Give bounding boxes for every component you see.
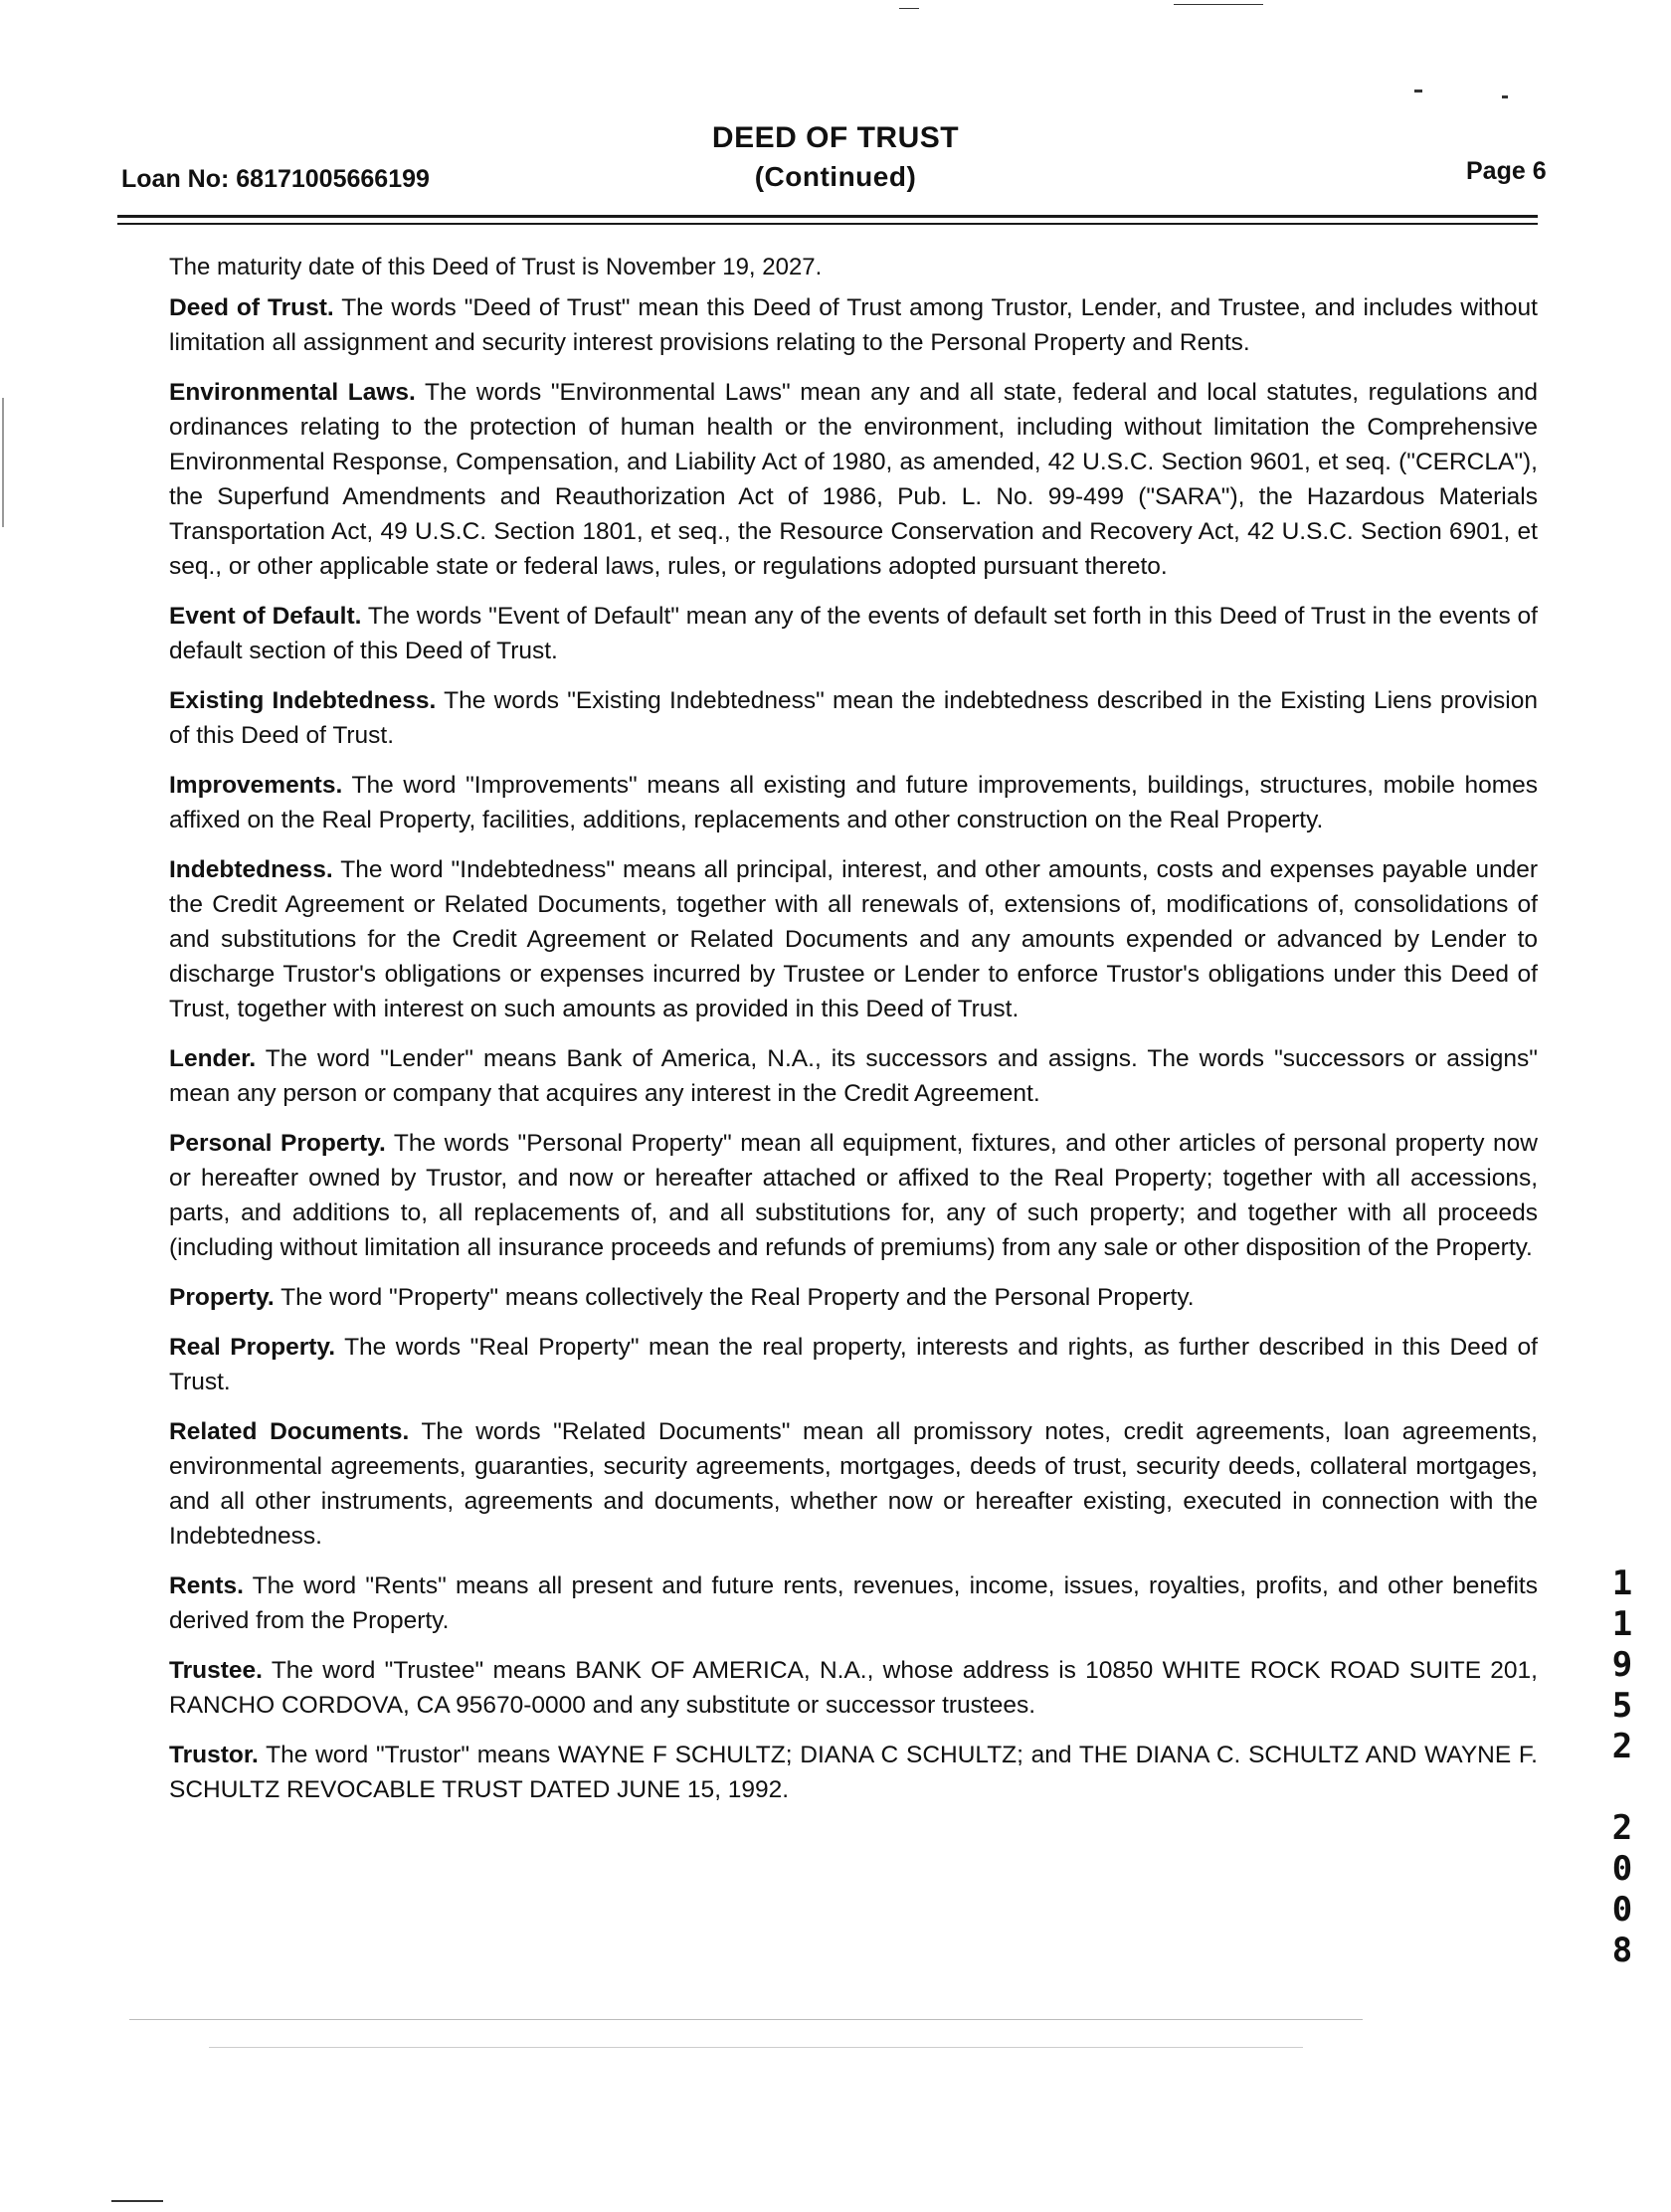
definition-text: The word "Indebtedness" means all principal, interest, and other amounts, costs and expenses payable under the Credit Agreement or Related Documents, together with all renewals of, extensions of, modifications of, consolidations of and substitutions for the Credit Agreement or Related Documents and any amounts expended or advanced by Lender to discharge Trustor's obligations or expenses incurred by Trustee or Lender to enforce Trustor's obligations under this Deed of Trust, together with interest on such amounts as provided in this Deed of Trust. [169, 856, 1538, 1022]
definition-term: Indebtedness. [169, 856, 333, 883]
definition-rents [169, 1568, 1538, 1638]
definition-term: Improvements. [169, 772, 343, 799]
definition-text: The words "Deed of Trust" mean this Deed of Trust among Trustor, Lender, and Trustee, and includes without limitation all assignment and security interest provisions relating to the Personal Property and Rents. [169, 294, 1538, 356]
definition-term: Deed of Trust. [169, 294, 334, 321]
definition-term: Event of Default. [169, 603, 362, 630]
stamp-digit: 8 [1611, 1931, 1633, 1970]
definition-real-property [169, 1330, 1538, 1399]
definition-indebtedness [169, 852, 1538, 1026]
scan-speck [1414, 90, 1422, 92]
margin-recording-stamp [1607, 1564, 1637, 1971]
definition-text: The words "Environmental Laws" mean any and all state, federal and local statutes, regulations and ordinances relating to the protection of human health or the environment, including without limitation the Comprehensive Environmental Response, Compensation, and Liability Act of 1980, as amended, 42 U.S.C. Section 9601, et seq. ("CERCLA"), the Superfund Amendments and Reauthorization Act of 1986, Pub. L. No. 99-499 ("SARA"), the Hazardous Materials Transportation Act, 49 U.S.C. Section 1801, et seq., the Resource Conservation and Recovery Act, 42 U.S.C. Section 6901, et seq., or other applicable state or federal laws, rules, or regulations adopted pursuant thereto. [169, 379, 1538, 580]
stamp-digit: 5 [1611, 1686, 1633, 1726]
definition-term: Related Documents. [169, 1418, 410, 1445]
definition-text: The word "Property" means collectively the Real Property and the Personal Property. [280, 1284, 1195, 1311]
definition-trustee [169, 1653, 1538, 1723]
definition-term: Rents. [169, 1572, 244, 1599]
definition-event-of-default [169, 599, 1538, 668]
definition-text: The words "Real Property" mean the real property, interests and rights, as further described in this Deed of Trust. [169, 1334, 1538, 1395]
scan-speck [899, 8, 919, 9]
definition-text: The word "Rents" means all present and future rents, revenues, income, issues, royalties, profits, and other benefits derived from the Property. [169, 1572, 1538, 1634]
page-number: Page 6 [1466, 157, 1547, 185]
loan-number: Loan No: 68171005666199 [121, 165, 430, 193]
stamp-digit: 0 [1611, 1849, 1633, 1889]
definition-text: The words "Existing Indebtedness" mean the indebtedness described in the Existing Liens provision of this Deed of Trust. [169, 687, 1538, 749]
definition-term: Environmental Laws. [169, 379, 416, 406]
definition-environmental-laws [169, 375, 1538, 584]
definition-term: Lender. [169, 1045, 257, 1072]
scan-noise-line [129, 2019, 1363, 2020]
definition-text: The word "Trustor" means WAYNE F SCHULTZ; DIANA C SCHULTZ; and THE DIANA C. SCHULTZ AND WAYNE F. SCHULTZ REVOCABLE TRUST DATED JUNE 15, 1992. [169, 1742, 1538, 1803]
maturity-statement: The maturity date of this Deed of Trust is November 19, 2027. [169, 254, 823, 280]
definition-term: Personal Property. [169, 1130, 386, 1157]
definition-text: The word "Improvements" means all existing and future improvements, buildings, structures, mobile homes affixed on the Real Property, facilities, additions, replacements and other construction on the Real Property. [169, 772, 1538, 833]
stamp-digit: 0 [1611, 1890, 1633, 1930]
definition-property [169, 1280, 1538, 1315]
definition-related-documents [169, 1414, 1538, 1554]
scan-noise-line [209, 2047, 1303, 2048]
stamp-digit: 1 [1611, 1564, 1633, 1603]
stamp-digit: 9 [1611, 1645, 1633, 1685]
definition-trustor [169, 1738, 1538, 1807]
definition-term: Trustor. [169, 1742, 259, 1768]
header-rule-bottom [117, 223, 1538, 225]
scan-speck [1502, 95, 1508, 98]
header-rule-top [117, 215, 1538, 218]
definition-term: Property. [169, 1284, 275, 1311]
definition-text: The words "Event of Default" mean any of the events of default set forth in this Deed of Trust in the events of default section of this Deed of Trust. [169, 603, 1538, 664]
definition-improvements [169, 768, 1538, 837]
scan-edge-line [2, 398, 4, 527]
definition-term: Existing Indebtedness. [169, 687, 437, 714]
definition-personal-property [169, 1126, 1538, 1265]
scan-speck [1174, 4, 1263, 5]
definition-existing-indebtedness [169, 683, 1538, 753]
stamp-digit: 1 [1611, 1604, 1633, 1644]
definition-text: The words "Related Documents" mean all promissory notes, credit agreements, loan agreements, environmental agreements, guaranties, security agreements, mortgages, deeds of trust, security deeds, collateral mortgages, and all other instruments, agreements and documents, whether now or hereafter existing, executed in connection with the Indebtedness. [169, 1418, 1538, 1550]
definition-term: Trustee. [169, 1657, 263, 1684]
definition-deed-of-trust [169, 290, 1538, 360]
document-subtitle: (Continued) [754, 161, 917, 192]
definition-text: The word "Trustee" means BANK OF AMERICA, N.A., whose address is 10850 WHITE ROCK ROAD SUITE 201, RANCHO CORDOVA, CA 95670-0000 and any substitute or successor trustees. [169, 1657, 1538, 1719]
document-title: DEED OF TRUST [711, 121, 960, 154]
definitions-list [169, 290, 1538, 1822]
definition-text: The words "Personal Property" mean all equipment, fixtures, and other articles of personal property now or hereafter owned by Trustor, and now or hereafter attached or affixed to the Real Property; together with all accessions, parts, and additions to, all replacements of, and all substitutions for, any of such property; and together with all proceeds (including without limitation all insurance proceeds and refunds of premiums) from any sale or other disposition of the Property. [169, 1130, 1538, 1261]
stamp-gap [1607, 1767, 1637, 1808]
stamp-digit: 2 [1611, 1727, 1633, 1766]
stamp-digit: 2 [1611, 1808, 1633, 1848]
scan-speck [111, 2200, 163, 2202]
definition-term: Real Property. [169, 1334, 335, 1361]
definition-lender [169, 1041, 1538, 1111]
definition-text: The word "Lender" means Bank of America, N.A., its successors and assigns. The words "successors or assigns" mean any person or company that acquires any interest in the Credit Agreement. [169, 1045, 1538, 1107]
